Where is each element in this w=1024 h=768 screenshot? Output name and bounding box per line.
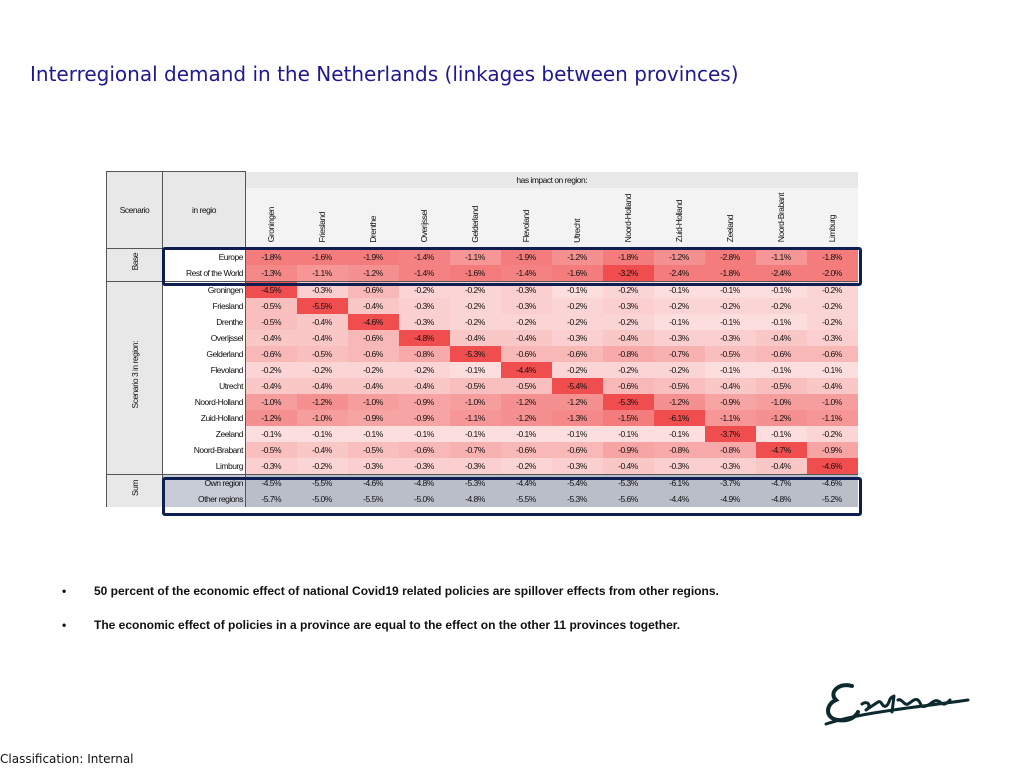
table-cell: -1.4% <box>399 265 450 282</box>
table-cell: -4.5% <box>246 474 297 491</box>
table-cell: -0.4% <box>501 330 552 346</box>
table-cell: -0.9% <box>705 394 756 410</box>
table-cell: -0.2% <box>705 298 756 314</box>
table-cell: -1.1% <box>756 248 807 265</box>
table-cell: -0.3% <box>399 298 450 314</box>
row-label: Friesland <box>163 298 246 314</box>
table-cell: -0.2% <box>603 314 654 330</box>
table-cell: -4.7% <box>756 442 807 458</box>
column-header-label: Noord-Holland <box>623 194 633 243</box>
table-row <box>107 458 858 475</box>
table-cell: -5.3% <box>450 474 501 491</box>
table-cell: -1.8% <box>705 265 756 282</box>
table-cell: -5.5% <box>297 474 348 491</box>
table-row <box>107 362 858 378</box>
table-cell: -0.1% <box>501 426 552 442</box>
table-cell: -5.4% <box>552 474 603 491</box>
table-cell: -0.2% <box>603 362 654 378</box>
table-cell: -0.3% <box>297 281 348 298</box>
table-cell: -0.3% <box>399 458 450 475</box>
table-row <box>107 410 858 426</box>
corner-regio: in regio <box>163 172 246 249</box>
table-cell: -0.1% <box>756 426 807 442</box>
table-cell: -0.3% <box>399 314 450 330</box>
table-cell: -0.5% <box>246 314 297 330</box>
table-cell: -3.2% <box>603 265 654 282</box>
table-cell: -0.2% <box>348 362 399 378</box>
table-cell: -1.0% <box>246 394 297 410</box>
table-cell: -4.4% <box>501 362 552 378</box>
table-cell: -0.4% <box>807 378 858 394</box>
table-cell: -0.3% <box>654 458 705 475</box>
group-label: Base <box>129 253 140 271</box>
column-header-label: Limburg <box>827 215 837 243</box>
table-cell: -0.1% <box>705 281 756 298</box>
table-row <box>107 346 858 362</box>
table-cell: -0.2% <box>246 362 297 378</box>
table-cell: -1.8% <box>246 248 297 265</box>
table-cell: -1.2% <box>348 265 399 282</box>
table-cell: -0.6% <box>501 346 552 362</box>
table-cell: -0.4% <box>450 330 501 346</box>
table-cell: -0.7% <box>654 346 705 362</box>
table-cell: -2.8% <box>705 248 756 265</box>
table-cell: -1.2% <box>297 394 348 410</box>
table-cell: -0.2% <box>654 298 705 314</box>
table-cell: -5.0% <box>297 491 348 507</box>
table-cell: -0.2% <box>552 362 603 378</box>
group-label-cell <box>107 281 163 474</box>
column-header-label: Overijssel <box>419 210 429 243</box>
table-cell: -5.5% <box>297 298 348 314</box>
bullet-item <box>62 618 719 632</box>
row-label: Groningen <box>163 281 246 298</box>
table-cell: -5.4% <box>552 378 603 394</box>
row-label: Europe <box>163 248 246 265</box>
table-cell: -0.6% <box>807 346 858 362</box>
column-header-label: Flevoland <box>521 210 531 243</box>
table-cell: -0.6% <box>348 281 399 298</box>
table-cell: -1.1% <box>450 410 501 426</box>
bullet-list <box>62 584 719 652</box>
table-cell: -0.3% <box>246 458 297 475</box>
column-header-label: Noord-Brabant <box>776 193 786 243</box>
column-header <box>705 188 756 249</box>
table-cell: -0.3% <box>705 330 756 346</box>
slide-title: Interregional demand in the Netherlands (linkages between provinces) <box>30 62 739 86</box>
table-cell: -0.1% <box>348 426 399 442</box>
table-cell: -5.3% <box>603 394 654 410</box>
table-cell: -6.1% <box>654 410 705 426</box>
table-cell: -0.3% <box>501 298 552 314</box>
table-cell: -0.4% <box>297 314 348 330</box>
erasmus-logo <box>822 678 972 728</box>
row-label: Other regions <box>163 491 246 507</box>
row-label: Overijssel <box>163 330 246 346</box>
row-label: Gelderland <box>163 346 246 362</box>
row-label: Flevoland <box>163 362 246 378</box>
column-header <box>348 188 399 249</box>
table-cell: -0.2% <box>552 298 603 314</box>
table-cell: -0.5% <box>705 346 756 362</box>
table-cell: -0.1% <box>297 426 348 442</box>
table-cell: -0.8% <box>399 346 450 362</box>
bullet-item <box>62 584 719 598</box>
table-cell: -1.2% <box>501 410 552 426</box>
header-row-impact <box>107 172 858 188</box>
table-cell: -1.0% <box>450 394 501 410</box>
table-cell: -0.1% <box>705 362 756 378</box>
row-label: Zuid-Holland <box>163 410 246 426</box>
bullet-text: The economic effect of policies in a province are equal to the effect on the other 11 provinces together. <box>94 618 681 632</box>
table-cell: -1.2% <box>501 394 552 410</box>
column-header <box>450 188 501 249</box>
table-cell: -1.4% <box>399 248 450 265</box>
table-cell: -0.6% <box>756 346 807 362</box>
column-header <box>756 188 807 249</box>
table-cell: -4.8% <box>399 330 450 346</box>
table-cell: -0.2% <box>654 362 705 378</box>
table-cell: -0.2% <box>450 281 501 298</box>
table-cell: -0.6% <box>552 442 603 458</box>
table-cell: -0.2% <box>807 314 858 330</box>
table-cell: -4.6% <box>807 474 858 491</box>
table-cell: -0.1% <box>705 314 756 330</box>
table-cell: -1.1% <box>705 410 756 426</box>
table-cell: -1.3% <box>552 410 603 426</box>
table-cell: -0.4% <box>246 330 297 346</box>
bullet-symbol: • <box>62 584 67 598</box>
table-cell: -4.6% <box>348 474 399 491</box>
table-cell: -0.5% <box>348 442 399 458</box>
table-cell: -0.2% <box>603 281 654 298</box>
column-header <box>807 188 858 249</box>
table-cell: -0.4% <box>297 378 348 394</box>
table-cell: -0.1% <box>552 426 603 442</box>
table-cell: -0.3% <box>501 281 552 298</box>
table-cell: -1.6% <box>297 248 348 265</box>
row-label: Noord-Brabant <box>163 442 246 458</box>
table-cell: -0.4% <box>756 458 807 475</box>
table-cell: -0.4% <box>297 442 348 458</box>
table-cell: -1.0% <box>348 394 399 410</box>
column-header <box>552 188 603 249</box>
table-cell: -0.5% <box>246 298 297 314</box>
table-cell: -2.0% <box>807 265 858 282</box>
column-header <box>501 188 552 249</box>
table-row <box>107 491 858 507</box>
table-cell: -0.9% <box>348 410 399 426</box>
row-label: Drenthe <box>163 314 246 330</box>
corner-scenario: Scenario <box>107 172 163 249</box>
table-cell: -0.6% <box>603 378 654 394</box>
table-cell: -4.9% <box>705 491 756 507</box>
table-cell: -1.9% <box>348 248 399 265</box>
table-cell: -2.4% <box>654 265 705 282</box>
table-cell: -0.8% <box>603 346 654 362</box>
table-cell: -0.6% <box>399 442 450 458</box>
table-cell: -3.7% <box>705 474 756 491</box>
table-cell: -0.5% <box>450 378 501 394</box>
table-row <box>107 298 858 314</box>
table-cell: -5.0% <box>399 491 450 507</box>
table-cell: -1.2% <box>552 394 603 410</box>
table-cell: -0.6% <box>246 346 297 362</box>
table-cell: -0.4% <box>399 378 450 394</box>
table-cell: -4.4% <box>501 474 552 491</box>
table-row <box>107 378 858 394</box>
table-cell: -4.8% <box>756 491 807 507</box>
table-cell: -1.0% <box>297 410 348 426</box>
table-cell: -0.2% <box>807 298 858 314</box>
table-cell: -0.2% <box>807 281 858 298</box>
table-row <box>107 442 858 458</box>
table-cell: -1.5% <box>603 410 654 426</box>
table-cell: -1.9% <box>501 248 552 265</box>
table-cell: -0.4% <box>705 378 756 394</box>
table-cell: -0.3% <box>705 458 756 475</box>
table-cell: -0.3% <box>552 458 603 475</box>
column-header <box>246 188 297 249</box>
bullet-text: 50 percent of the economic effect of national Covid19 related policies are spillover effects from other regions. <box>94 584 719 598</box>
table-cell: -0.5% <box>756 378 807 394</box>
table-cell: -0.5% <box>501 378 552 394</box>
table-cell: -0.3% <box>552 330 603 346</box>
column-header <box>654 188 705 249</box>
table-cell: -1.2% <box>654 394 705 410</box>
table-cell: -0.4% <box>603 458 654 475</box>
table-cell: -0.2% <box>756 298 807 314</box>
table-cell: -0.4% <box>348 378 399 394</box>
table-cell: -4.7% <box>756 474 807 491</box>
classification-footer: Classification: Internal <box>0 752 134 766</box>
column-header-label: Groningen <box>266 207 277 243</box>
table-cell: -0.1% <box>654 426 705 442</box>
table-cell: -0.2% <box>399 362 450 378</box>
table-cell: -0.1% <box>756 281 807 298</box>
group-label-cell <box>107 474 163 507</box>
table-cell: -0.1% <box>450 426 501 442</box>
table-cell: -0.2% <box>501 314 552 330</box>
table-cell: -4.4% <box>654 491 705 507</box>
table-cell: -0.6% <box>348 330 399 346</box>
table-cell: -0.4% <box>297 330 348 346</box>
table-cell: -0.8% <box>654 442 705 458</box>
table-cell: -5.3% <box>552 491 603 507</box>
table-cell: -0.2% <box>399 281 450 298</box>
table-cell: -1.4% <box>501 265 552 282</box>
table-cell: -4.6% <box>807 458 858 475</box>
table-cell: -0.8% <box>705 442 756 458</box>
row-label: Noord-Holland <box>163 394 246 410</box>
table-cell: -4.8% <box>450 491 501 507</box>
table-row <box>107 426 858 442</box>
table-cell: -1.2% <box>654 248 705 265</box>
table-cell: -0.9% <box>399 410 450 426</box>
table-cell: -1.8% <box>807 248 858 265</box>
table-cell: -6.1% <box>654 474 705 491</box>
column-header-label: Utrecht <box>572 218 582 243</box>
table-cell: -1.0% <box>756 394 807 410</box>
table-cell: -1.2% <box>246 410 297 426</box>
table-cell: -0.9% <box>807 442 858 458</box>
table-cell: -0.4% <box>246 378 297 394</box>
table-row <box>107 394 858 410</box>
table-cell: -4.6% <box>348 314 399 330</box>
column-header <box>297 188 348 249</box>
table-cell: -0.2% <box>297 362 348 378</box>
row-label: Rest of the World <box>163 265 246 282</box>
table-cell: -0.5% <box>297 346 348 362</box>
table-cell: -0.5% <box>246 442 297 458</box>
bullet-symbol: • <box>62 618 67 632</box>
row-label: Limburg <box>163 458 246 475</box>
column-header <box>603 188 654 249</box>
table-cell: -5.5% <box>501 491 552 507</box>
table-cell: -0.1% <box>603 426 654 442</box>
table-cell: -0.1% <box>654 281 705 298</box>
column-header-label: Gelderland <box>470 205 480 243</box>
table-cell: -0.1% <box>450 362 501 378</box>
table-cell: -0.6% <box>552 346 603 362</box>
table-cell: -0.2% <box>501 458 552 475</box>
table-cell: -0.1% <box>756 314 807 330</box>
table-cell: -5.3% <box>450 346 501 362</box>
column-header-label: Zuid-Holland <box>674 200 684 243</box>
table-cell: -3.7% <box>705 426 756 442</box>
interregional-demand-table <box>106 171 858 507</box>
table-cell: -2.4% <box>756 265 807 282</box>
group-label: Sum <box>129 480 140 496</box>
table-row <box>107 248 858 265</box>
table-cell: -5.5% <box>348 491 399 507</box>
table-cell: -0.2% <box>450 314 501 330</box>
table-cell: -4.8% <box>399 474 450 491</box>
table-cell: -0.7% <box>450 442 501 458</box>
table-cell: -1.6% <box>450 265 501 282</box>
table-cell: -0.1% <box>756 362 807 378</box>
table-cell: -0.3% <box>654 330 705 346</box>
table-cell: -0.4% <box>348 298 399 314</box>
table-cell: -1.6% <box>552 265 603 282</box>
table-cell: -0.6% <box>501 442 552 458</box>
table-cell: -0.2% <box>807 426 858 442</box>
row-label: Zeeland <box>163 426 246 442</box>
row-label: Own region <box>163 474 246 491</box>
table-cell: -1.1% <box>297 265 348 282</box>
table-cell: -0.9% <box>399 394 450 410</box>
table-cell: -4.5% <box>246 281 297 298</box>
column-header-label: Friesland <box>317 212 327 243</box>
table-cell: -5.6% <box>603 491 654 507</box>
table-cell: -0.1% <box>807 362 858 378</box>
table-cell: -0.4% <box>756 330 807 346</box>
table-cell: -5.2% <box>807 491 858 507</box>
table-cell: -0.1% <box>552 281 603 298</box>
table-cell: -0.6% <box>348 346 399 362</box>
table-cell: -0.5% <box>654 378 705 394</box>
table-cell: -0.3% <box>348 458 399 475</box>
table-cell: -0.1% <box>654 314 705 330</box>
impact-header: has impact on region: <box>246 172 858 188</box>
table-row <box>107 474 858 491</box>
table-cell: -1.0% <box>807 394 858 410</box>
table-cell: -0.9% <box>603 442 654 458</box>
table-cell: -1.2% <box>756 410 807 426</box>
table-cell: -0.2% <box>450 298 501 314</box>
table-cell: -0.3% <box>807 330 858 346</box>
table-cell: -0.1% <box>246 426 297 442</box>
column-header-label: Drenthe <box>368 215 378 243</box>
table-cell: -0.3% <box>450 458 501 475</box>
table-row <box>107 330 858 346</box>
table-cell: -0.2% <box>297 458 348 475</box>
table-cell: -1.8% <box>603 248 654 265</box>
table-cell: -0.4% <box>603 330 654 346</box>
row-label: Utrecht <box>163 378 246 394</box>
table-row <box>107 314 858 330</box>
table-cell: -1.1% <box>450 248 501 265</box>
column-header-label: Zeeland <box>725 215 735 243</box>
table-cell: -1.3% <box>246 265 297 282</box>
table-cell: -5.3% <box>603 474 654 491</box>
table-cell: -0.1% <box>399 426 450 442</box>
table-row <box>107 281 858 298</box>
table-cell: -0.3% <box>603 298 654 314</box>
table-cell: -5.7% <box>246 491 297 507</box>
table-row <box>107 265 858 282</box>
group-label: Scenario 3 in region: <box>129 341 140 409</box>
group-label-cell <box>107 248 163 281</box>
table-cell: -1.2% <box>552 248 603 265</box>
column-header <box>399 188 450 249</box>
table-cell: -1.1% <box>807 410 858 426</box>
table-cell: -0.2% <box>552 314 603 330</box>
